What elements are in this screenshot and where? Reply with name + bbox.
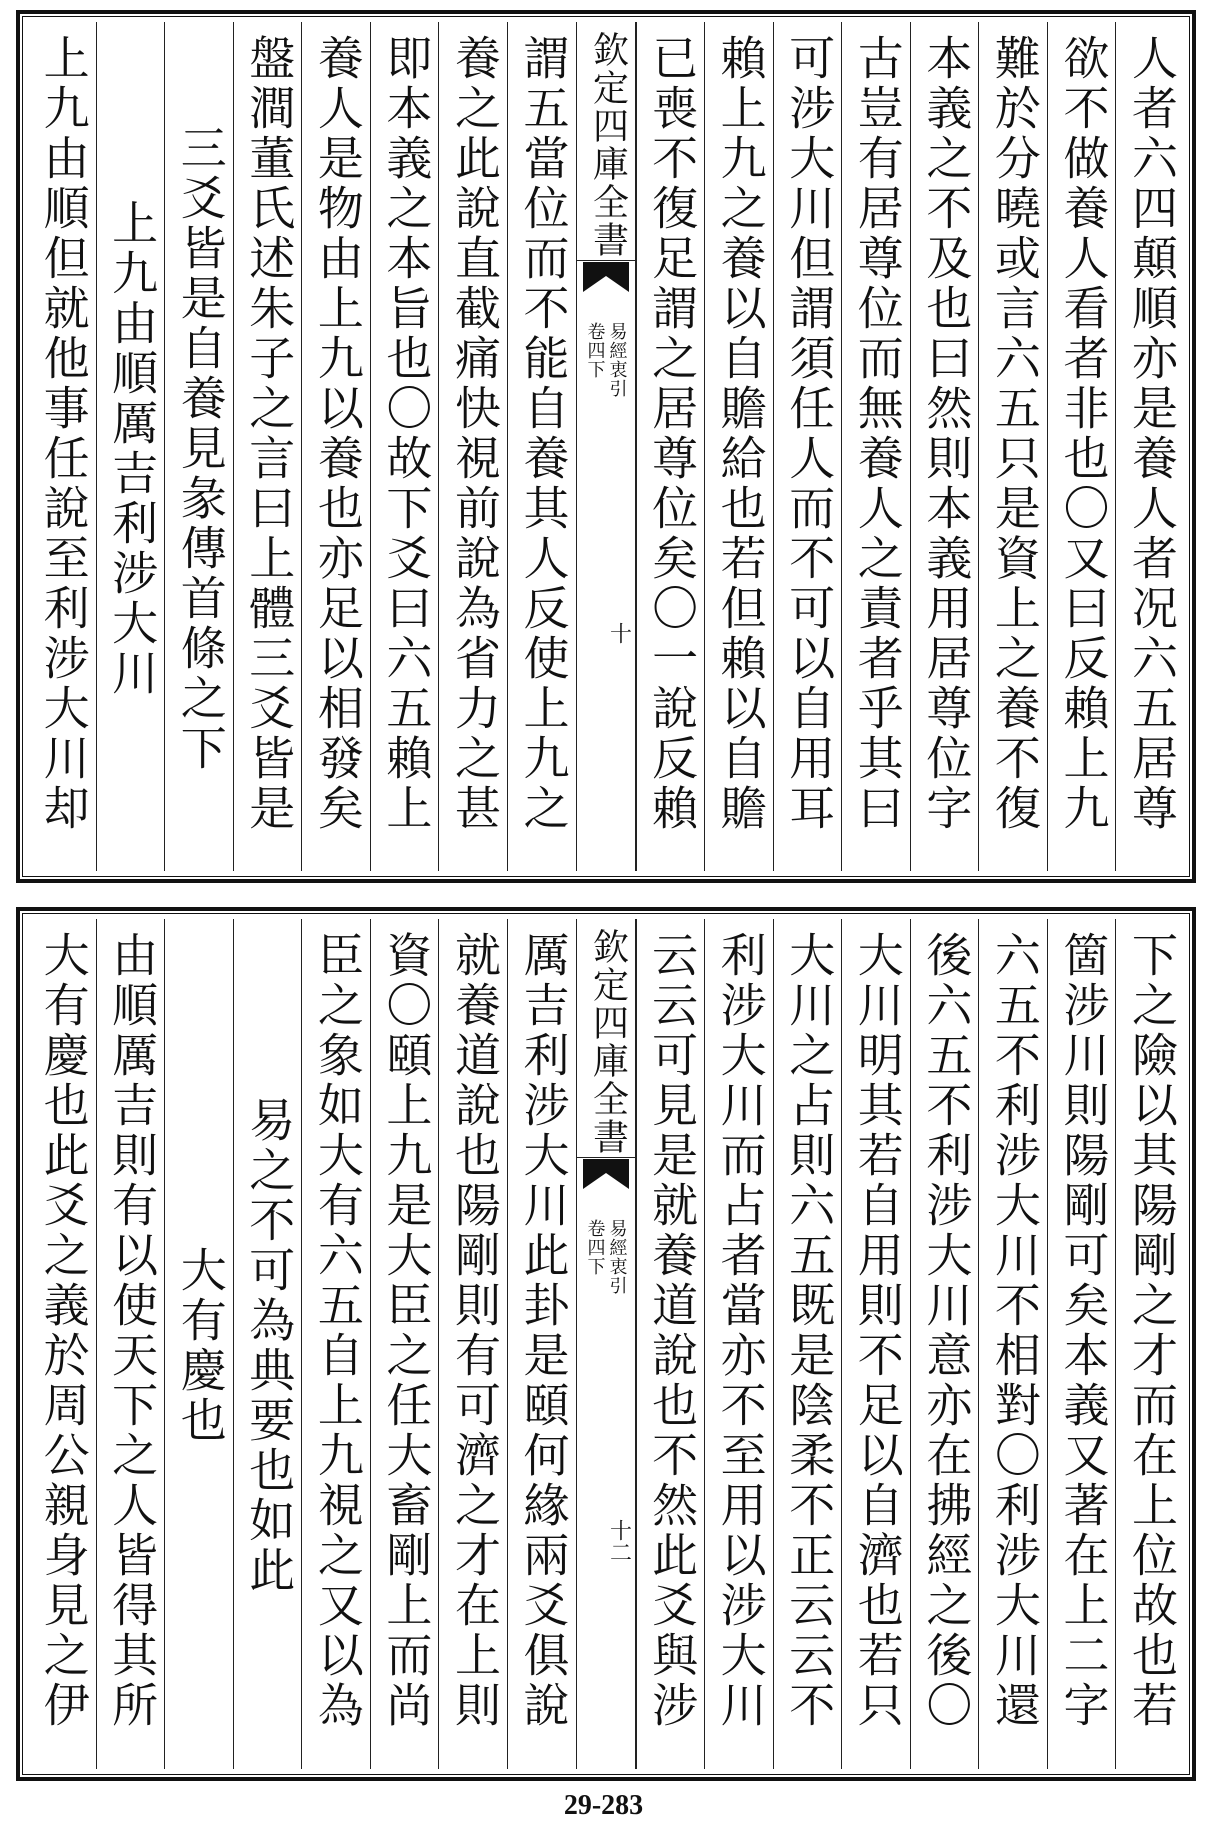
text-column [704, 919, 773, 1769]
column-text: 本義之不及也曰然則本義用居尊位字 [919, 34, 974, 834]
text-column [507, 919, 576, 1769]
column-text: 三爻皆是自養見彖傳首條之下 [173, 123, 228, 774]
text-column [233, 919, 302, 1769]
column-text: 資〇頤上九是大臣之任大畜剛上而尚 [379, 931, 434, 1731]
text-column [233, 22, 302, 871]
text-column [773, 919, 842, 1769]
center-fold-column [576, 22, 636, 871]
column-text: 難於分曉或言六五只是資上之養不復 [987, 34, 1042, 834]
text-column [910, 22, 979, 871]
column-text: 大川明其若自用則不足以自濟也若只 [850, 931, 905, 1731]
book-info [577, 1219, 635, 1295]
column-text: 上九由順但就他事任說至利涉大川却 [36, 34, 91, 834]
text-column [1047, 919, 1116, 1769]
column-text: 易之不可為典要也如此 [242, 1096, 297, 1596]
column-text: 云云可見是就養道說也不然此爻與涉 [645, 931, 700, 1731]
column-text: 大有慶也 [173, 1246, 228, 1446]
column-text: 欲不做養人看者非也〇又曰反賴上九 [1056, 34, 1111, 834]
text-column [164, 919, 233, 1769]
page-number: 29-283 [563, 1790, 644, 1821]
volume-label: 卷四下 [584, 1219, 606, 1276]
column-text: 就養道說也陽剛則有可濟之才在上則 [447, 931, 502, 1731]
column-text: 厲吉利涉大川此卦是頤何緣兩爻俱說 [516, 931, 571, 1731]
leaf-number: 十二 [606, 1519, 632, 1563]
column-text: 臣之象如大有六五自上九視之又以為 [310, 931, 365, 1731]
text-column [438, 22, 507, 871]
column-text: 養人是物由上九以養也亦足以相發矣 [310, 34, 365, 834]
text-column [370, 22, 439, 871]
library-title: 欽定四庫全書 [577, 927, 635, 1158]
text-column [1047, 22, 1116, 871]
book-info [577, 322, 635, 398]
column-text: 古豈有居尊位而無養人之責者乎其曰 [850, 34, 905, 834]
leaf-number: 十 [606, 622, 632, 644]
bottom-text-columns [28, 919, 1184, 1769]
column-text: 盤澗董氏述朱子之言曰上體三爻皆是 [242, 34, 297, 834]
column-text: 上九由順厲吉利涉大川 [105, 198, 160, 699]
text-column [636, 919, 705, 1769]
column-text: 人者六四顛順亦是養人者况六五居尊 [1125, 34, 1179, 834]
book-title: 易經衷引 [606, 322, 628, 398]
column-text: 已喪不復足謂之居尊位矣〇一說反賴 [645, 34, 700, 834]
column-text: 利涉大川而占者當亦不至用以涉大川 [713, 931, 768, 1731]
text-column [28, 22, 96, 871]
text-column [704, 22, 773, 871]
column-text: 可涉大川但謂須任人而不可以自用耳 [782, 34, 837, 834]
text-column [636, 22, 705, 871]
text-column [96, 919, 165, 1769]
bottom-page-panel [16, 907, 1196, 1781]
text-column [910, 919, 979, 1769]
fishtail-ornament-icon [583, 262, 629, 302]
column-text: 謂五當位而不能自養其人反使上九之 [516, 34, 571, 834]
text-column [841, 919, 910, 1769]
column-text: 大有慶也此爻之義於周公親身見之伊 [36, 931, 91, 1731]
book-title: 易經衷引 [606, 1219, 628, 1295]
column-text: 大川之占則六五既是陰柔不正云云不 [782, 931, 837, 1731]
column-text: 養之此說直截痛快視前說為省力之甚 [447, 34, 502, 834]
top-text-columns [28, 22, 1184, 871]
center-fold-column [576, 919, 636, 1769]
text-column [301, 919, 370, 1769]
column-text: 六五不利涉大川不相對〇利涉大川還 [987, 931, 1042, 1731]
text-column [1115, 22, 1184, 871]
library-title: 欽定四庫全書 [577, 30, 635, 261]
text-column [978, 22, 1047, 871]
column-text: 即本義之本旨也〇故下爻曰六五賴上 [379, 34, 434, 834]
text-column [164, 22, 233, 871]
text-column [301, 22, 370, 871]
text-column [1115, 919, 1184, 1769]
column-text: 後六五不利涉大川意亦在拂經之後〇 [919, 931, 974, 1731]
text-column [773, 22, 842, 871]
column-text: 由順厲吉則有以使天下之人皆得其所 [105, 931, 160, 1731]
text-column [370, 919, 439, 1769]
text-column [96, 22, 165, 871]
column-text: 箇涉川則陽剛可矣本義又著在上二字 [1056, 931, 1111, 1731]
column-text: 下之險以其陽剛之才而在上位故也若 [1125, 931, 1179, 1731]
text-column [28, 919, 96, 1769]
text-column [438, 919, 507, 1769]
volume-label: 卷四下 [584, 322, 606, 379]
text-column [978, 919, 1047, 1769]
text-column [841, 22, 910, 871]
top-page-panel [16, 10, 1196, 883]
fishtail-ornament-icon [583, 1159, 629, 1199]
text-column [507, 22, 576, 871]
column-text: 賴上九之養以自贍給也若但賴以自贍 [713, 34, 768, 834]
